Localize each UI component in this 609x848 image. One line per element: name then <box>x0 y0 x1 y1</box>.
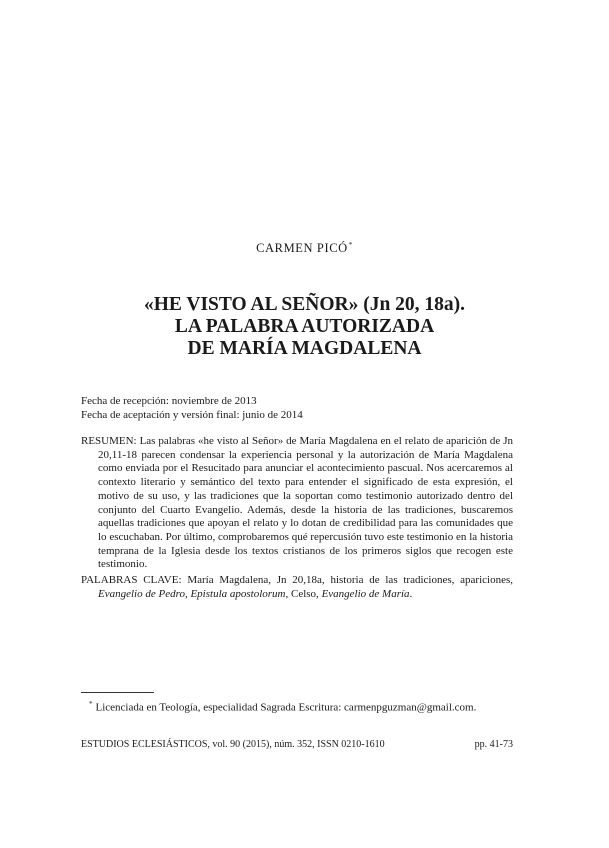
keyword-separator-2: , Celso, <box>285 587 319 600</box>
page-range: pp. 41-73 <box>474 739 513 750</box>
footnote-rule <box>81 692 154 693</box>
keyword-evangelio-maria: Evangelio de María <box>321 587 410 600</box>
author-line <box>0 241 609 256</box>
keywords-paragraph <box>81 574 513 601</box>
keyword-end: . <box>409 587 413 600</box>
abstract-paragraph <box>81 435 513 572</box>
abstract-text: Las palabras «he visto al Señor» de María Magdalena en el relato de aparición de Jn 20,11-18 parecen condensar la experiencia personal y la autorización de María Magdalena como enviada por el Resucitado para anunciar el acontecimiento pascual. Nos acercaremos al contexto literario y semántico del texto para entender el significado de esta expresión, el motivo de su uso, y las tradiciones que la soportan como testimonio autorizado dentro del conjunto del Cuarto Evangelio. Además, desde la historia de las tradiciones, buscaremos aquellas tradiciones que apoyan el relato y lo dotan de credibilidad para las comunidades que lo escuchaban. Por último, comprobaremos qué repercusión tuvo este testimonio en la historia temprana de la Iglesia desde los textos cristianos de los primeros siglos que recogen este testimonio. <box>98 435 514 571</box>
keyword-evangelio-pedro: Evangelio de Pedro <box>98 587 185 600</box>
received-date: Fecha de recepción: noviembre de 2013 <box>81 395 257 407</box>
title-line-1: «HE VISTO AL SEÑOR» (Jn 20, 18a). <box>143 294 466 315</box>
dates-block <box>81 394 521 422</box>
page-footer <box>81 739 513 750</box>
title-line-3: DE MARÍA MAGDALENA <box>187 338 422 359</box>
journal-citation: ESTUDIOS ECLESIÁSTICOS, vol. 90 (2015), núm. 352, ISSN 0210-1610 <box>81 739 385 750</box>
footnote-text: Licenciada en Teología, especialidad Sagrada Escritura: carmenpguzman@gmail.com. <box>95 701 477 714</box>
paper-title <box>40 294 569 360</box>
keyword-epistula: Epistula apostolorum <box>190 587 286 600</box>
accepted-date: Fecha de aceptación y versión final: junio de 2014 <box>81 409 303 421</box>
author-footnote-mark: * <box>348 241 353 249</box>
abstract-label: RESUMEN: <box>81 435 137 447</box>
keywords-text: María Magdalena, Jn 20,18a, historia de las tradiciones, apariciones, <box>187 574 513 587</box>
title-line-2: LA PALABRA AUTORIZADA <box>174 316 435 337</box>
keyword-separator-1: , <box>184 587 188 600</box>
footnote-mark: * <box>89 700 93 708</box>
keywords-label: PALABRAS CLAVE: <box>81 574 182 587</box>
abstract-block <box>81 435 513 603</box>
footnote <box>81 697 513 715</box>
author-name: CARMEN PICÓ <box>256 241 348 256</box>
